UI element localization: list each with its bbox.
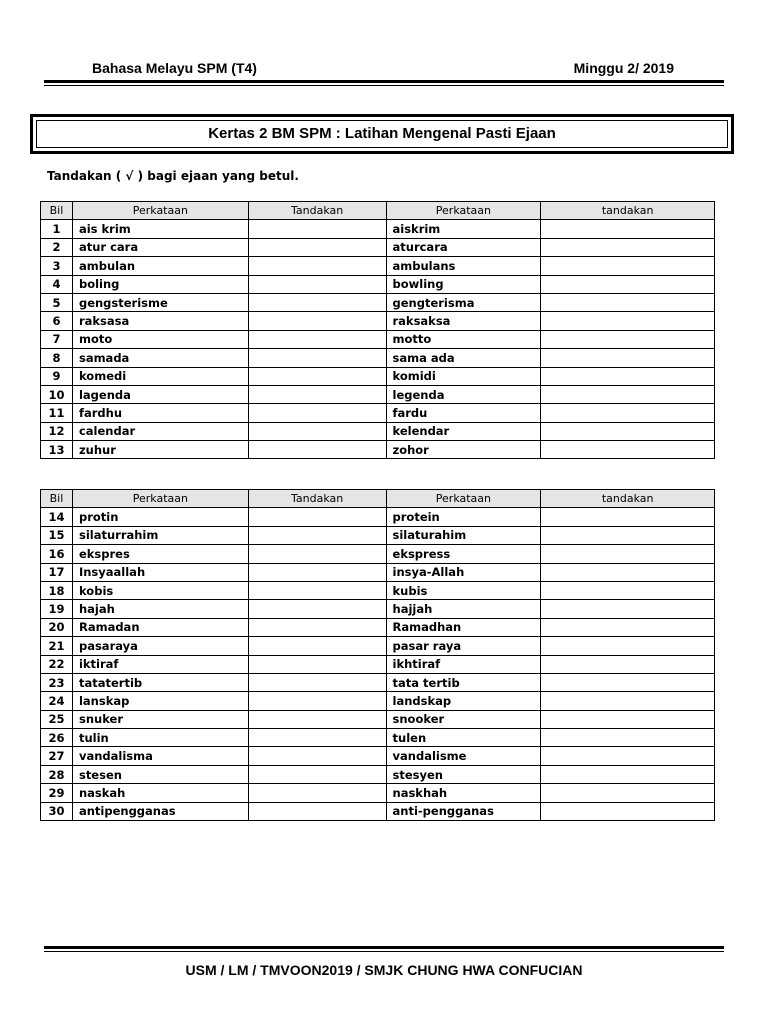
table-row (41, 441, 715, 459)
word-option-b: Ramadhan (386, 618, 541, 636)
word-option-a: vandalisma (72, 747, 248, 765)
word-table-2-body (41, 508, 715, 821)
title-box (30, 114, 734, 154)
word-option-b: ambulans (386, 257, 541, 275)
tick-cell-a[interactable] (248, 710, 386, 728)
tick-cell-a[interactable] (248, 563, 386, 581)
tick-cell-a[interactable] (248, 367, 386, 385)
table-row (41, 330, 715, 348)
row-number: 25 (41, 710, 73, 728)
row-number: 30 (41, 802, 73, 820)
word-option-a: fardhu (72, 404, 248, 422)
tick-cell-a[interactable] (248, 692, 386, 710)
tick-cell-a[interactable] (248, 238, 386, 256)
table-row (41, 275, 715, 293)
row-number: 15 (41, 526, 73, 544)
tick-cell-a[interactable] (248, 618, 386, 636)
word-option-b: kubis (386, 581, 541, 599)
word-option-a: samada (72, 349, 248, 367)
col-header-perkataan: Perkataan (72, 202, 248, 220)
tick-cell-a[interactable] (248, 330, 386, 348)
tick-cell-b[interactable] (541, 655, 715, 673)
tick-cell-a[interactable] (248, 441, 386, 459)
word-option-a: moto (72, 330, 248, 348)
col-header-tandakan: Tandakan (248, 490, 386, 508)
footer-divider (44, 946, 724, 949)
tick-cell-b[interactable] (541, 637, 715, 655)
header-divider-thin (44, 85, 724, 86)
table-row (41, 710, 715, 728)
table-row (41, 422, 715, 440)
tick-cell-a[interactable] (248, 508, 386, 526)
tick-cell-b[interactable] (541, 422, 715, 440)
tick-cell-b[interactable] (541, 673, 715, 691)
tick-cell-b[interactable] (541, 349, 715, 367)
col-header-bil: Bil (41, 490, 73, 508)
tick-cell-a[interactable] (248, 673, 386, 691)
word-option-b: bowling (386, 275, 541, 293)
tick-cell-a[interactable] (248, 349, 386, 367)
word-option-b: motto (386, 330, 541, 348)
table-header-row (41, 490, 715, 508)
table-row (41, 618, 715, 636)
subject-label: Bahasa Melayu SPM (T4) (92, 60, 257, 76)
col-header-tandakan-2: tandakan (541, 202, 715, 220)
tick-cell-b[interactable] (541, 729, 715, 747)
word-option-a: atur cara (72, 238, 248, 256)
word-table-1-body (41, 220, 715, 459)
row-number: 19 (41, 600, 73, 618)
word-option-b: legenda (386, 385, 541, 403)
row-number: 7 (41, 330, 73, 348)
row-number: 12 (41, 422, 73, 440)
row-number: 29 (41, 784, 73, 802)
word-option-b: anti-pengganas (386, 802, 541, 820)
table-row (41, 312, 715, 330)
tick-cell-a[interactable] (248, 404, 386, 422)
word-option-a: ambulan (72, 257, 248, 275)
word-option-a: tatatertib (72, 673, 248, 691)
row-number: 16 (41, 545, 73, 563)
word-option-b: aturcara (386, 238, 541, 256)
table-header-row (41, 202, 715, 220)
tick-cell-a[interactable] (248, 600, 386, 618)
row-number: 20 (41, 618, 73, 636)
word-option-b: pasar raya (386, 637, 541, 655)
row-number: 23 (41, 673, 73, 691)
table-row (41, 692, 715, 710)
col-header-perkataan-2: Perkataan (386, 490, 541, 508)
tick-cell-b[interactable] (541, 581, 715, 599)
table-row (41, 508, 715, 526)
tick-cell-b[interactable] (541, 692, 715, 710)
row-number: 5 (41, 293, 73, 311)
table-row (41, 600, 715, 618)
table-row (41, 673, 715, 691)
tick-cell-b[interactable] (541, 257, 715, 275)
tick-cell-a[interactable] (248, 747, 386, 765)
word-option-a: snuker (72, 710, 248, 728)
word-option-a: ekspres (72, 545, 248, 563)
table-row (41, 765, 715, 783)
word-option-b: komidi (386, 367, 541, 385)
tick-cell-a[interactable] (248, 637, 386, 655)
table-row (41, 257, 715, 275)
tick-cell-b[interactable] (541, 784, 715, 802)
word-option-a: calendar (72, 422, 248, 440)
col-header-tandakan: Tandakan (248, 202, 386, 220)
col-header-perkataan-2: Perkataan (386, 202, 541, 220)
word-option-b: aiskrim (386, 220, 541, 238)
word-option-b: hajjah (386, 600, 541, 618)
tick-cell-b[interactable] (541, 404, 715, 422)
word-option-b: insya-Allah (386, 563, 541, 581)
word-option-b: tata tertib (386, 673, 541, 691)
tick-cell-b[interactable] (541, 367, 715, 385)
row-number: 10 (41, 385, 73, 403)
word-option-a: boling (72, 275, 248, 293)
word-table-2 (40, 489, 715, 821)
row-number: 18 (41, 581, 73, 599)
page-footer: USM / LM / TMVOON2019 / SMJK CHUNG HWA CONFUCIAN (185, 962, 583, 978)
tick-cell-b[interactable] (541, 545, 715, 563)
col-header-bil: Bil (41, 202, 73, 220)
tick-cell-b[interactable] (541, 441, 715, 459)
word-option-b: protein (386, 508, 541, 526)
header-divider (44, 80, 724, 83)
tick-cell-a[interactable] (248, 422, 386, 440)
word-option-a: pasaraya (72, 637, 248, 655)
word-option-b: sama ada (386, 349, 541, 367)
word-option-a: antipengganas (72, 802, 248, 820)
table-row (41, 655, 715, 673)
word-option-a: ais krim (72, 220, 248, 238)
word-option-b: raksaksa (386, 312, 541, 330)
word-option-a: kobis (72, 581, 248, 599)
row-number: 26 (41, 729, 73, 747)
tick-cell-b[interactable] (541, 802, 715, 820)
row-number: 21 (41, 637, 73, 655)
table-row (41, 581, 715, 599)
tick-cell-a[interactable] (248, 655, 386, 673)
row-number: 22 (41, 655, 73, 673)
word-option-a: iktiraf (72, 655, 248, 673)
word-option-b: silaturahim (386, 526, 541, 544)
table-row (41, 220, 715, 238)
tick-cell-b[interactable] (541, 293, 715, 311)
tick-cell-b[interactable] (541, 618, 715, 636)
row-number: 24 (41, 692, 73, 710)
tick-cell-b[interactable] (541, 385, 715, 403)
tick-cell-b[interactable] (541, 526, 715, 544)
word-option-a: zuhur (72, 441, 248, 459)
tick-cell-b[interactable] (541, 238, 715, 256)
row-number: 1 (41, 220, 73, 238)
row-number: 11 (41, 404, 73, 422)
table-row (41, 802, 715, 820)
word-option-b: gengterisma (386, 293, 541, 311)
word-option-a: silaturrahim (72, 526, 248, 544)
row-number: 8 (41, 349, 73, 367)
tick-cell-b[interactable] (541, 600, 715, 618)
tick-cell-a[interactable] (248, 385, 386, 403)
word-option-a: hajah (72, 600, 248, 618)
word-option-b: fardu (386, 404, 541, 422)
row-number: 13 (41, 441, 73, 459)
word-option-b: vandalisme (386, 747, 541, 765)
table-row (41, 747, 715, 765)
tick-cell-b[interactable] (541, 275, 715, 293)
tick-cell-a[interactable] (248, 729, 386, 747)
word-option-b: kelendar (386, 422, 541, 440)
row-number: 28 (41, 765, 73, 783)
page-header (46, 58, 724, 80)
word-option-a: stesen (72, 765, 248, 783)
tick-cell-b[interactable] (541, 563, 715, 581)
row-number: 14 (41, 508, 73, 526)
tick-cell-b[interactable] (541, 220, 715, 238)
word-option-a: tulin (72, 729, 248, 747)
word-option-a: lanskap (72, 692, 248, 710)
word-option-b: zohor (386, 441, 541, 459)
row-number: 2 (41, 238, 73, 256)
word-option-a: raksasa (72, 312, 248, 330)
table-row (41, 349, 715, 367)
table-row (41, 545, 715, 563)
tick-cell-a[interactable] (248, 293, 386, 311)
week-label: Minggu 2/ 2019 (573, 60, 674, 76)
table-row (41, 293, 715, 311)
table-row (41, 367, 715, 385)
table-row (41, 729, 715, 747)
table-row (41, 404, 715, 422)
tick-cell-b[interactable] (541, 710, 715, 728)
tick-cell-b[interactable] (541, 508, 715, 526)
tick-cell-a[interactable] (248, 526, 386, 544)
table-row (41, 637, 715, 655)
tick-cell-a[interactable] (248, 581, 386, 599)
row-number: 27 (41, 747, 73, 765)
word-option-a: protin (72, 508, 248, 526)
word-option-a: naskah (72, 784, 248, 802)
row-number: 6 (41, 312, 73, 330)
table-row (41, 784, 715, 802)
tick-cell-b[interactable] (541, 312, 715, 330)
row-number: 4 (41, 275, 73, 293)
tick-cell-a[interactable] (248, 312, 386, 330)
word-option-a: Ramadan (72, 618, 248, 636)
tick-cell-a[interactable] (248, 257, 386, 275)
word-option-b: ekspress (386, 545, 541, 563)
table-row (41, 563, 715, 581)
word-option-b: ikhtiraf (386, 655, 541, 673)
tick-cell-b[interactable] (541, 747, 715, 765)
word-option-a: komedi (72, 367, 248, 385)
word-table-1 (40, 201, 715, 459)
word-option-b: landskap (386, 692, 541, 710)
row-number: 3 (41, 257, 73, 275)
footer-divider-thin (44, 951, 724, 952)
col-header-tandakan-2: tandakan (541, 490, 715, 508)
table-row (41, 385, 715, 403)
tick-cell-a[interactable] (248, 545, 386, 563)
tick-cell-b[interactable] (541, 765, 715, 783)
tick-cell-a[interactable] (248, 784, 386, 802)
row-number: 9 (41, 367, 73, 385)
tick-cell-a[interactable] (248, 802, 386, 820)
word-option-b: tulen (386, 729, 541, 747)
word-option-b: naskhah (386, 784, 541, 802)
table-row (41, 526, 715, 544)
tick-cell-b[interactable] (541, 330, 715, 348)
table-row (41, 238, 715, 256)
word-option-a: lagenda (72, 385, 248, 403)
word-option-a: gengsterisme (72, 293, 248, 311)
tick-cell-a[interactable] (248, 275, 386, 293)
word-option-b: stesyen (386, 765, 541, 783)
tick-cell-a[interactable] (248, 220, 386, 238)
page-title: Kertas 2 BM SPM : Latihan Mengenal Pasti Ejaan (208, 125, 556, 142)
instruction-text: Tandakan ( √ ) bagi ejaan yang betul. (47, 169, 299, 183)
tick-cell-a[interactable] (248, 765, 386, 783)
word-option-b: snooker (386, 710, 541, 728)
col-header-perkataan: Perkataan (72, 490, 248, 508)
row-number: 17 (41, 563, 73, 581)
word-option-a: Insyaallah (72, 563, 248, 581)
